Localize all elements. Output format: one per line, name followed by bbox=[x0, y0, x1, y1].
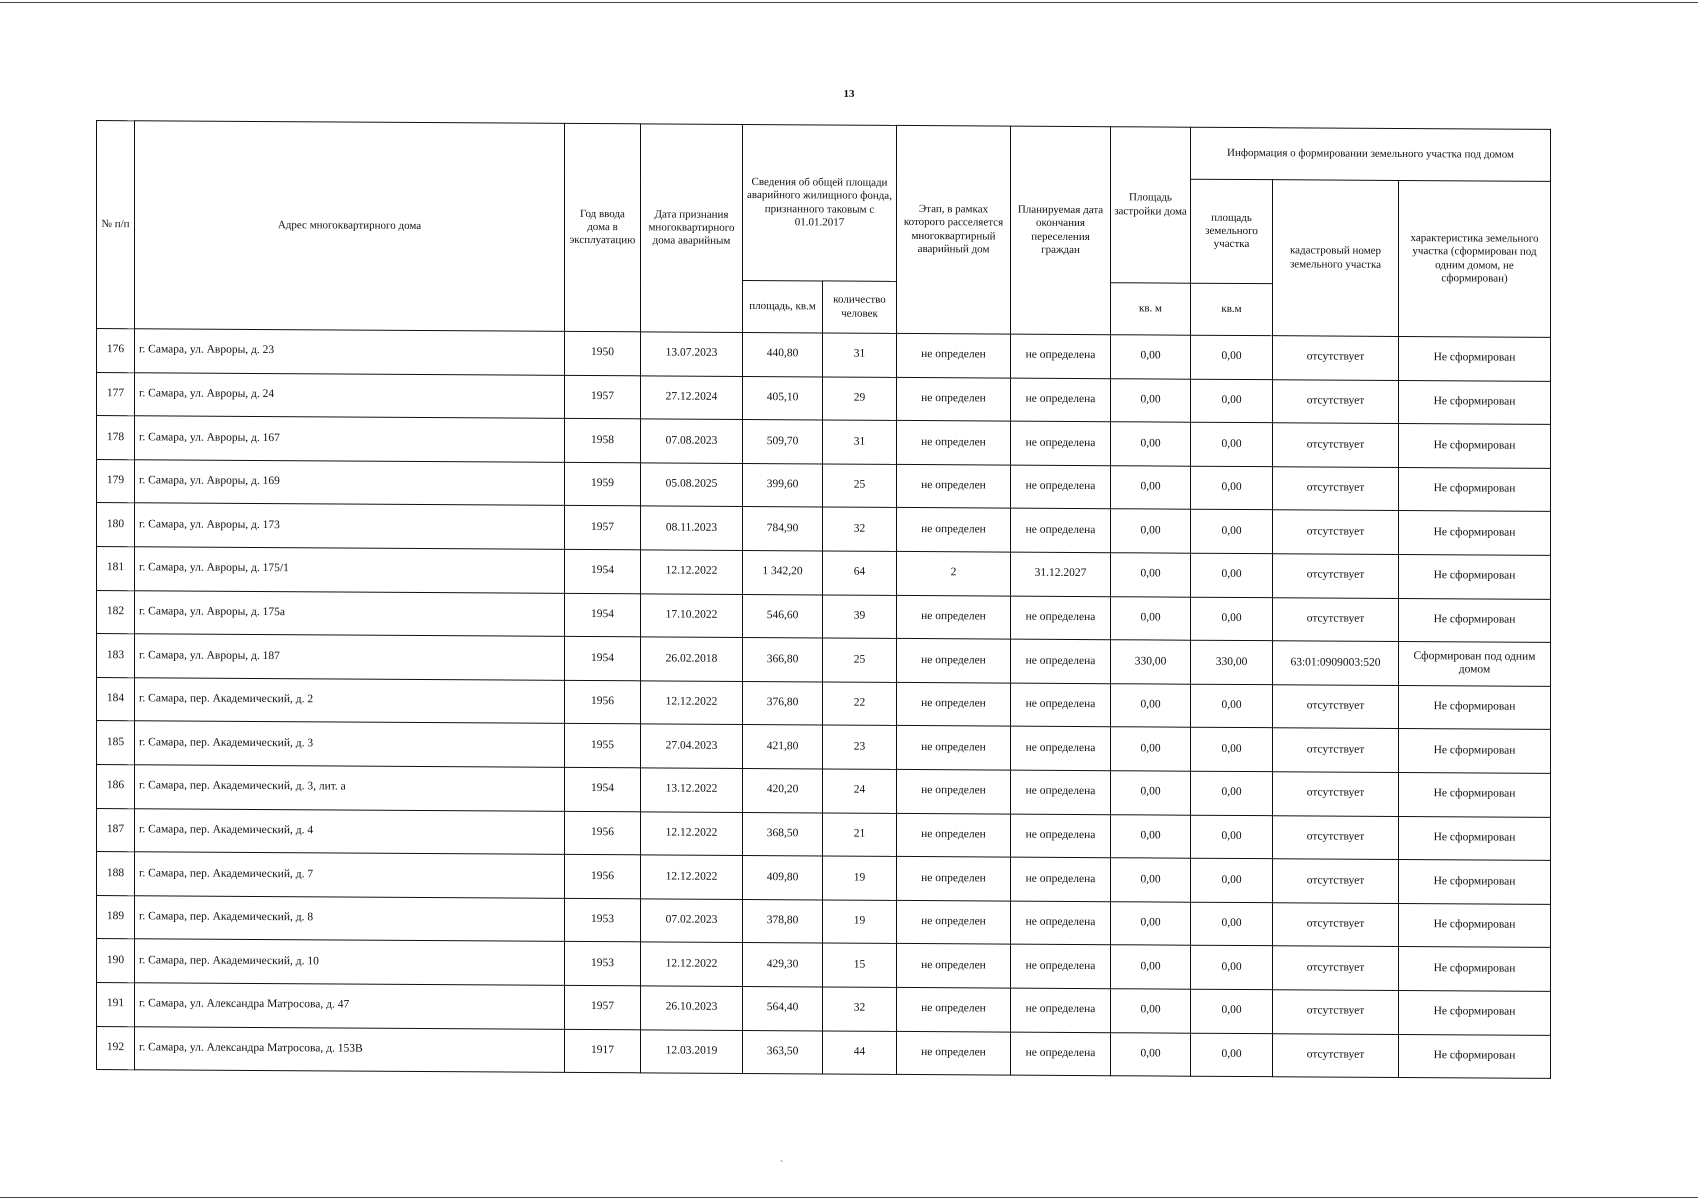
stage-cell: 2 bbox=[897, 551, 1011, 595]
cadastral-cell: отсутствует bbox=[1273, 379, 1399, 423]
top-edge-line bbox=[0, 2, 1698, 3]
land-status-cell: Не сформирован bbox=[1399, 947, 1551, 992]
header-number: № п/п bbox=[97, 121, 135, 329]
address-cell: г. Самара, пер. Академический, д. 4 bbox=[135, 808, 565, 854]
cadastral-cell: отсутствует bbox=[1273, 1033, 1399, 1077]
building-area-cell: 0,00 bbox=[1111, 727, 1191, 771]
recognition-date-cell: 12.12.2022 bbox=[641, 681, 743, 725]
recognition-date-cell: 26.02.2018 bbox=[641, 637, 743, 681]
planned-date-cell: не определена bbox=[1011, 1032, 1111, 1076]
row-number: 190 bbox=[97, 939, 135, 983]
land-area-cell: 0,00 bbox=[1191, 553, 1273, 597]
year-cell: 1917 bbox=[565, 1029, 641, 1073]
year-cell: 1958 bbox=[565, 419, 641, 463]
planned-date-cell: не определена bbox=[1011, 508, 1111, 552]
land-area-cell: 0,00 bbox=[1191, 466, 1273, 510]
land-status-cell: Не сформирован bbox=[1399, 424, 1551, 469]
recognition-date-cell: 12.12.2022 bbox=[641, 811, 743, 855]
area-cell: 378,80 bbox=[743, 899, 823, 943]
cadastral-cell: 63:01:0909003:520 bbox=[1273, 641, 1399, 685]
land-area-cell: 0,00 bbox=[1191, 989, 1273, 1033]
row-number: 181 bbox=[97, 546, 135, 590]
land-area-cell: 0,00 bbox=[1191, 945, 1273, 989]
building-area-cell: 0,00 bbox=[1111, 596, 1191, 640]
year-cell: 1956 bbox=[565, 680, 641, 724]
header-address: Адрес многоквартирного дома bbox=[135, 121, 565, 332]
area-cell: 440,80 bbox=[743, 332, 823, 376]
planned-date-cell: не определена bbox=[1011, 726, 1111, 770]
recognition-date-cell: 07.08.2023 bbox=[641, 419, 743, 463]
land-status-cell: Не сформирован bbox=[1399, 903, 1551, 948]
stage-cell: не определен bbox=[897, 421, 1011, 465]
building-area-cell: 0,00 bbox=[1111, 945, 1191, 989]
cadastral-cell: отсутствует bbox=[1273, 946, 1399, 990]
row-number: 178 bbox=[97, 416, 135, 460]
recognition-date-cell: 08.11.2023 bbox=[641, 506, 743, 550]
stage-cell: не определен bbox=[897, 813, 1011, 857]
header-year: Год ввода дома в эксплуатацию bbox=[565, 123, 641, 331]
land-status-cell: Не сформирован bbox=[1399, 729, 1551, 774]
cadastral-cell: отсутствует bbox=[1273, 815, 1399, 859]
land-area-cell: 0,00 bbox=[1191, 597, 1273, 641]
page-number: 13 bbox=[843, 88, 855, 100]
planned-date-cell: не определена bbox=[1011, 857, 1111, 901]
land-status-cell: Не сформирован bbox=[1399, 1034, 1551, 1079]
header-area-sqm: площадь, кв.м bbox=[743, 280, 823, 332]
recognition-date-cell: 13.12.2022 bbox=[641, 768, 743, 812]
people-cell: 31 bbox=[823, 333, 897, 377]
land-status-cell: Не сформирован bbox=[1399, 467, 1551, 512]
land-status-cell: Не сформирован bbox=[1399, 772, 1551, 817]
people-cell: 22 bbox=[823, 682, 897, 726]
people-cell: 32 bbox=[823, 507, 897, 551]
land-status-cell: Сформирован под одним домом bbox=[1399, 642, 1551, 687]
stage-cell: не определен bbox=[897, 508, 1011, 552]
recognition-date-cell: 12.12.2022 bbox=[641, 942, 743, 986]
area-cell: 784,90 bbox=[743, 507, 823, 551]
row-number: 187 bbox=[97, 808, 135, 852]
land-status-cell: Не сформирован bbox=[1399, 511, 1551, 556]
cadastral-cell: отсутствует bbox=[1273, 772, 1399, 816]
building-area-cell: 0,00 bbox=[1111, 814, 1191, 858]
people-cell: 19 bbox=[823, 856, 897, 900]
building-area-cell: 0,00 bbox=[1111, 465, 1191, 509]
row-number: 189 bbox=[97, 895, 135, 939]
stage-cell: не определен bbox=[897, 726, 1011, 770]
address-cell: г. Самара, пер. Академический, д. 3 bbox=[135, 721, 565, 767]
header-stage: Этап, в рамках которого расселяется многоквартирный аварийный дом bbox=[897, 125, 1011, 334]
header-cadastral: кадастровый номер земельного участка bbox=[1273, 180, 1399, 337]
header-planned-date: Планируемая дата окончания переселения граждан bbox=[1011, 126, 1111, 335]
people-cell: 15 bbox=[823, 943, 897, 987]
recognition-date-cell: 17.10.2022 bbox=[641, 593, 743, 637]
land-area-cell: 0,00 bbox=[1191, 858, 1273, 902]
people-cell: 44 bbox=[823, 1030, 897, 1074]
header-land-status: характеристика земельного участка (сформирован под одним домом, не сформирован) bbox=[1399, 180, 1551, 337]
planned-date-cell: не определена bbox=[1011, 378, 1111, 422]
cadastral-cell: отсутствует bbox=[1273, 990, 1399, 1034]
address-cell: г. Самара, пер. Академический, д. 10 bbox=[135, 939, 565, 985]
address-cell: г. Самара, пер. Академический, д. 2 bbox=[135, 677, 565, 723]
recognition-date-cell: 26.10.2023 bbox=[641, 986, 743, 1030]
row-number: 184 bbox=[97, 677, 135, 721]
address-cell: г. Самара, ул. Авроры, д. 169 bbox=[135, 460, 565, 506]
header-area-info: Сведения об общей площади аварийного жилищного фонда, признанного таковым с 01.01.2017 bbox=[743, 124, 897, 281]
land-status-cell: Не сформирован bbox=[1399, 816, 1551, 861]
area-cell: 409,80 bbox=[743, 856, 823, 900]
year-cell: 1950 bbox=[565, 331, 641, 375]
building-area-cell: 330,00 bbox=[1111, 640, 1191, 684]
address-cell: г. Самара, ул. Авроры, д. 173 bbox=[135, 503, 565, 549]
building-area-cell: 0,00 bbox=[1111, 422, 1191, 466]
header-people-count: количество человек bbox=[823, 281, 897, 333]
people-cell: 19 bbox=[823, 900, 897, 944]
recognition-date-cell: 27.12.2024 bbox=[641, 375, 743, 419]
recognition-date-cell: 12.12.2022 bbox=[641, 550, 743, 594]
cadastral-cell: отсутствует bbox=[1273, 684, 1399, 728]
address-cell: г. Самара, пер. Академический, д. 7 bbox=[135, 852, 565, 898]
area-cell: 405,10 bbox=[743, 376, 823, 420]
stage-cell: не определен bbox=[897, 595, 1011, 639]
people-cell: 21 bbox=[823, 812, 897, 856]
people-cell: 32 bbox=[823, 987, 897, 1031]
land-status-cell: Не сформирован bbox=[1399, 554, 1551, 599]
area-cell: 421,80 bbox=[743, 725, 823, 769]
stage-cell: не определен bbox=[897, 377, 1011, 421]
area-cell: 363,50 bbox=[743, 1030, 823, 1074]
recognition-date-cell: 13.07.2023 bbox=[641, 332, 743, 376]
row-number: 179 bbox=[97, 459, 135, 503]
address-cell: г. Самара, ул. Авроры, д. 187 bbox=[135, 634, 565, 680]
cadastral-cell: отсутствует bbox=[1273, 597, 1399, 641]
header-land-info: Информация о формировании земельного участка под домом bbox=[1191, 127, 1551, 181]
stage-cell: не определен bbox=[897, 987, 1011, 1031]
cadastral-cell: отсутствует bbox=[1273, 423, 1399, 467]
land-status-cell: Не сформирован bbox=[1399, 598, 1551, 643]
address-cell: г. Самара, ул. Авроры, д. 175а bbox=[135, 590, 565, 636]
bottom-edge-line bbox=[0, 1197, 1698, 1198]
row-number: 176 bbox=[97, 329, 135, 373]
recognition-date-cell: 12.03.2019 bbox=[641, 1029, 743, 1073]
year-cell: 1955 bbox=[565, 724, 641, 768]
year-cell: 1957 bbox=[565, 506, 641, 550]
people-cell: 24 bbox=[823, 769, 897, 813]
land-area-cell: 0,00 bbox=[1191, 728, 1273, 772]
year-cell: 1954 bbox=[565, 593, 641, 637]
planned-date-cell: не определена bbox=[1011, 770, 1111, 814]
land-area-cell: 0,00 bbox=[1191, 1033, 1273, 1077]
people-cell: 29 bbox=[823, 377, 897, 421]
land-area-cell: 0,00 bbox=[1191, 684, 1273, 728]
planned-date-cell: не определена bbox=[1011, 639, 1111, 683]
land-area-cell: 0,00 bbox=[1191, 422, 1273, 466]
row-number: 192 bbox=[97, 1026, 135, 1070]
row-number: 188 bbox=[97, 852, 135, 896]
address-cell: г. Самара, ул. Авроры, д. 24 bbox=[135, 372, 565, 418]
stage-cell: не определен bbox=[897, 464, 1011, 508]
land-status-cell: Не сформирован bbox=[1399, 990, 1551, 1035]
area-cell: 509,70 bbox=[743, 420, 823, 464]
year-cell: 1954 bbox=[565, 767, 641, 811]
area-cell: 376,80 bbox=[743, 681, 823, 725]
land-area-cell: 0,00 bbox=[1191, 379, 1273, 423]
row-number: 183 bbox=[97, 634, 135, 678]
area-cell: 546,60 bbox=[743, 594, 823, 638]
address-cell: г. Самара, пер. Академический, д. 3, лит. а bbox=[135, 765, 565, 811]
stage-cell: не определен bbox=[897, 944, 1011, 988]
address-cell: г. Самара, ул. Александра Матросова, д. 47 bbox=[135, 983, 565, 1029]
address-cell: г. Самара, ул. Авроры, д. 175/1 bbox=[135, 547, 565, 593]
cadastral-cell: отсутствует bbox=[1273, 510, 1399, 554]
cadastral-cell: отсутствует bbox=[1273, 902, 1399, 946]
building-area-cell: 0,00 bbox=[1111, 683, 1191, 727]
recognition-date-cell: 07.02.2023 bbox=[641, 899, 743, 943]
year-cell: 1953 bbox=[565, 898, 641, 942]
building-area-cell: 0,00 bbox=[1111, 553, 1191, 597]
planned-date-cell: не определена bbox=[1011, 814, 1111, 858]
area-cell: 429,30 bbox=[743, 943, 823, 987]
stage-cell: не определен bbox=[897, 1031, 1011, 1075]
cadastral-cell: отсутствует bbox=[1273, 728, 1399, 772]
stage-cell: не определен bbox=[897, 900, 1011, 944]
recognition-date-cell: 05.08.2025 bbox=[641, 463, 743, 507]
address-cell: г. Самара, ул. Авроры, д. 23 bbox=[135, 329, 565, 375]
land-area-cell: 330,00 bbox=[1191, 640, 1273, 684]
area-cell: 564,40 bbox=[743, 986, 823, 1030]
year-cell: 1956 bbox=[565, 811, 641, 855]
building-area-cell: 0,00 bbox=[1111, 901, 1191, 945]
area-cell: 368,50 bbox=[743, 812, 823, 856]
year-cell: 1956 bbox=[565, 854, 641, 898]
planned-date-cell: не определена bbox=[1011, 334, 1111, 378]
land-status-cell: Не сформирован bbox=[1399, 336, 1551, 381]
land-area-cell: 0,00 bbox=[1191, 510, 1273, 554]
stage-cell: не определен bbox=[897, 857, 1011, 901]
building-area-cell: 0,00 bbox=[1111, 858, 1191, 902]
address-cell: г. Самара, ул. Александра Матросова, д. 153В bbox=[135, 1026, 565, 1072]
stage-cell: не определен bbox=[897, 769, 1011, 813]
people-cell: 39 bbox=[823, 595, 897, 639]
land-area-cell: 0,00 bbox=[1191, 902, 1273, 946]
building-area-cell: 0,00 bbox=[1111, 1032, 1191, 1076]
recognition-date-cell: 12.12.2022 bbox=[641, 855, 743, 899]
building-area-cell: 0,00 bbox=[1111, 378, 1191, 422]
cadastral-cell: отсутствует bbox=[1273, 859, 1399, 903]
year-cell: 1957 bbox=[565, 375, 641, 419]
cadastral-cell: отсутствует bbox=[1273, 554, 1399, 598]
stage-cell: не определен bbox=[897, 639, 1011, 683]
building-area-cell: 0,00 bbox=[1111, 509, 1191, 553]
area-cell: 420,20 bbox=[743, 768, 823, 812]
cadastral-cell: отсутствует bbox=[1273, 336, 1399, 380]
building-area-cell: 0,00 bbox=[1111, 771, 1191, 815]
building-area-cell: 0,00 bbox=[1111, 989, 1191, 1033]
stage-cell: не определен bbox=[897, 682, 1011, 726]
stage-cell: не определен bbox=[897, 333, 1011, 377]
header-land-area: площадь земельного участка bbox=[1191, 179, 1273, 284]
row-number: 186 bbox=[97, 764, 135, 808]
land-status-cell: Не сформирован bbox=[1399, 685, 1551, 730]
header-recognition-date: Дата признания многоквартирного дома аварийным bbox=[641, 124, 743, 333]
area-cell: 1 342,20 bbox=[743, 550, 823, 594]
planned-date-cell: не определена bbox=[1011, 901, 1111, 945]
people-cell: 23 bbox=[823, 725, 897, 769]
row-number: 177 bbox=[97, 372, 135, 416]
land-status-cell: Не сформирован bbox=[1399, 380, 1551, 425]
people-cell: 64 bbox=[823, 551, 897, 595]
table-row bbox=[97, 1026, 1551, 1078]
planned-date-cell: 31.12.2027 bbox=[1011, 552, 1111, 596]
planned-date-cell: не определена bbox=[1011, 988, 1111, 1032]
year-cell: 1953 bbox=[565, 942, 641, 986]
building-area-cell: 0,00 bbox=[1111, 335, 1191, 379]
land-area-cell: 0,00 bbox=[1191, 335, 1273, 379]
planned-date-cell: не определена bbox=[1011, 944, 1111, 988]
land-area-cell: 0,00 bbox=[1191, 771, 1273, 815]
cadastral-cell: отсутствует bbox=[1273, 466, 1399, 510]
year-cell: 1954 bbox=[565, 637, 641, 681]
planned-date-cell: не определена bbox=[1011, 465, 1111, 509]
address-cell: г. Самара, пер. Академический, д. 8 bbox=[135, 895, 565, 941]
recognition-date-cell: 27.04.2023 bbox=[641, 724, 743, 768]
area-cell: 399,60 bbox=[743, 463, 823, 507]
scan-artifact-mark: ˋ bbox=[780, 1160, 784, 1171]
people-cell: 25 bbox=[823, 638, 897, 682]
row-number: 185 bbox=[97, 721, 135, 765]
row-number: 180 bbox=[97, 503, 135, 547]
emergency-housing-table bbox=[96, 120, 1551, 1079]
planned-date-cell: не определена bbox=[1011, 421, 1111, 465]
area-cell: 366,80 bbox=[743, 638, 823, 682]
row-number: 191 bbox=[97, 982, 135, 1026]
address-cell: г. Самара, ул. Авроры, д. 167 bbox=[135, 416, 565, 462]
row-number: 182 bbox=[97, 590, 135, 634]
year-cell: 1954 bbox=[565, 549, 641, 593]
header-land-area-unit: кв.м bbox=[1191, 283, 1273, 336]
people-cell: 25 bbox=[823, 464, 897, 508]
year-cell: 1957 bbox=[565, 985, 641, 1029]
planned-date-cell: не определена bbox=[1011, 596, 1111, 640]
year-cell: 1959 bbox=[565, 462, 641, 506]
land-area-cell: 0,00 bbox=[1191, 815, 1273, 859]
header-building-area: Площадь застройки дома bbox=[1111, 127, 1191, 283]
header-building-area-unit: кв. м bbox=[1111, 283, 1191, 335]
people-cell: 31 bbox=[823, 420, 897, 464]
land-status-cell: Не сформирован bbox=[1399, 860, 1551, 905]
planned-date-cell: не определена bbox=[1011, 683, 1111, 727]
